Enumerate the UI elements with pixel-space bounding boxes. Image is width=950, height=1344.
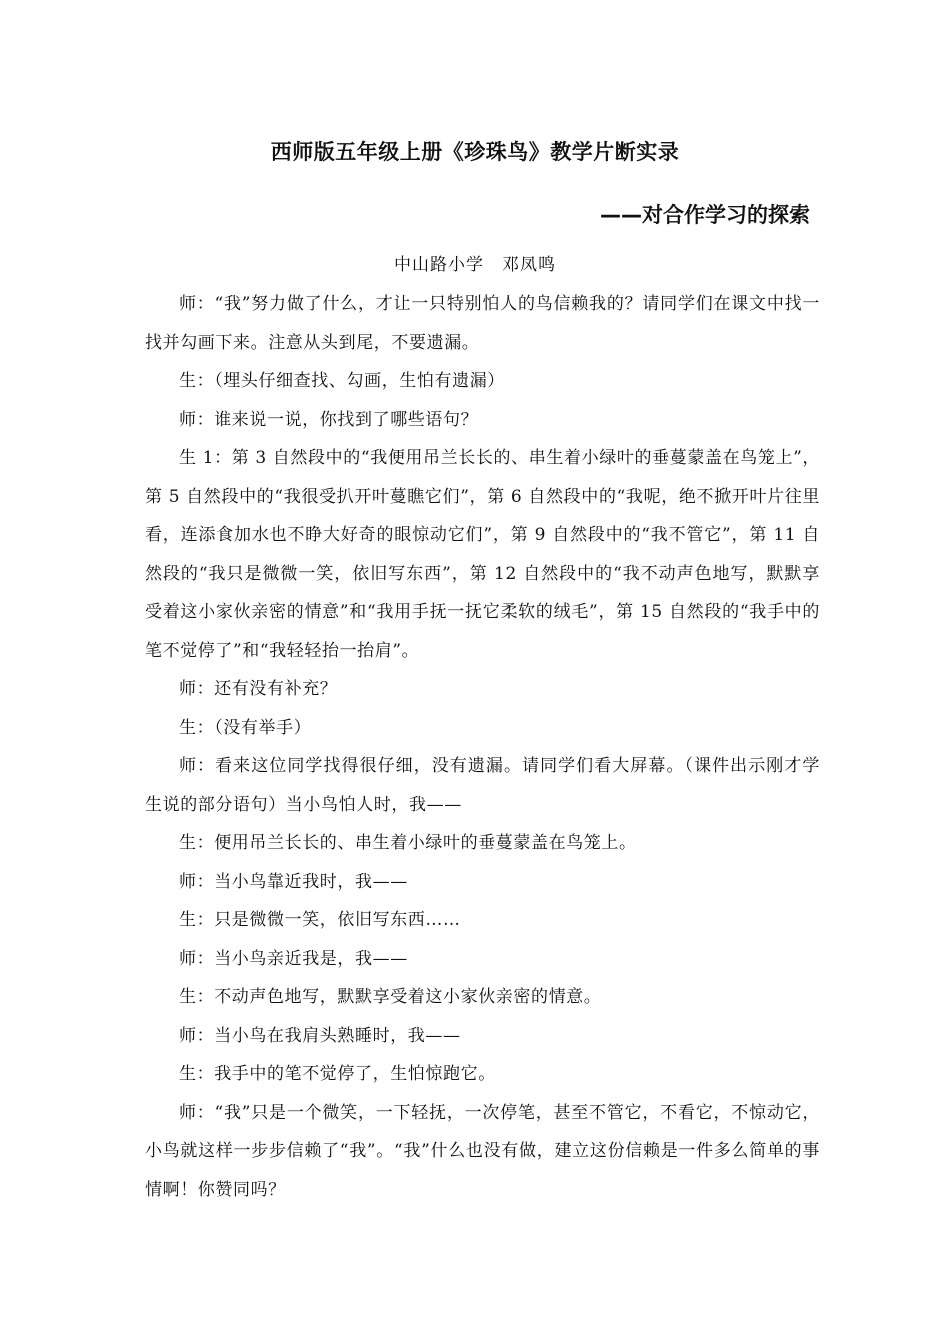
- paragraph: 生：（没有举手）: [179, 717, 312, 738]
- paragraph: 师：当小鸟在我肩头熟睡时，我——: [179, 1025, 461, 1046]
- paragraph: 生：只是微微一笑，依旧写东西……: [179, 910, 461, 930]
- paragraph: 生：（埋头仔细查找、勾画，生怕有遗漏）: [179, 371, 505, 391]
- paragraph: 师：当小鸟亲近我是，我——: [179, 948, 408, 969]
- paragraph: 师：当小鸟靠近我时，我——: [179, 871, 408, 892]
- document-body: [145, 285, 820, 1209]
- paragraph: 师：“我”努力做了什么，才让一只特别怕人的鸟信赖我的？请同学们在课文中找一找并勾画下来。注意从头到尾，不要遗漏。: [145, 294, 820, 353]
- document-subtitle: ——对合作学习的探索: [600, 203, 810, 227]
- paragraph: 生 1：第 3 自然段中的“我便用吊兰长长的、串生着小绿叶的垂蔓蒙盖在鸟笼上”，第 5 自然段中的“我很受扒开叶蔓瞧它们”，第 6 自然段中的“我呢，绝不掀开叶片往里看，连添食加水也不睁大好奇的眼惊动它们”，第 9 自然段中的“我不管它”，第 11 自然段的“我只是微微一笑，依旧写东西”，第 12 自然段中的“我不动声色地写，默默享受着这小家伙亲密的情意”和“我用手抚一抚它柔软的绒毛”，第 15 自然段的“我手中的笔不觉停了”和“我轻轻抬一抬肩”。: [145, 448, 820, 661]
- paragraph: 师：还有没有补充？: [179, 679, 338, 699]
- paragraph: 生：不动声色地写，默默享受着这小家伙亲密的情意。: [179, 987, 602, 1007]
- paragraph: 师：“我”只是一个微笑，一下轻抚，一次停笔，甚至不管它，不看它，不惊动它，小鸟就这样一步步信赖了“我”。“我”什么也没有做，建立这份信赖是一件多么简单的事情啊！你赞同吗？: [145, 1102, 820, 1200]
- paragraph: 生：便用吊兰长长的、串生着小绿叶的垂蔓蒙盖在鸟笼上。: [179, 833, 637, 853]
- paragraph: 生：我手中的笔不觉停了，生怕惊跑它。: [179, 1064, 496, 1084]
- paragraph: 师：看来这位同学找得很仔细，没有遗漏。请同学们看大屏幕。（课件出示刚才学生说的部分语句）当小鸟怕人时，我——: [145, 756, 820, 815]
- paragraph: 师：谁来说一说，你找到了哪些语句？: [179, 409, 479, 430]
- document-title: 西师版五年级上册《珍珠鸟》教学片断实录: [270, 140, 680, 164]
- author-line: 中山路小学 邓凤鸣: [394, 255, 556, 275]
